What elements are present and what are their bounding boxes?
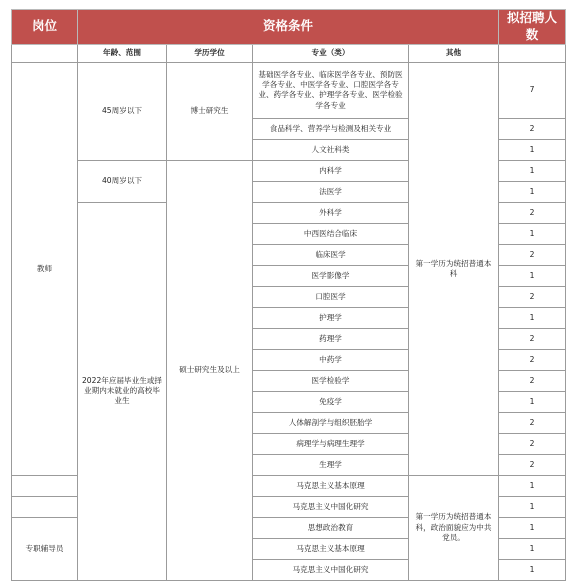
age-cell: 2022年应届毕业生或择业期内未就业的高校毕业生 bbox=[78, 202, 167, 580]
major-cell: 马克思主义中国化研究 bbox=[253, 496, 409, 517]
subheader-age: 年龄、范围 bbox=[78, 44, 167, 62]
major-cell: 基础医学各专业、临床医学各专业、预防医学各专业、中医学各专业、口腔医学各专业、药学各专业、护理学各专业、医学检验学各专业 bbox=[253, 62, 409, 118]
major-cell: 内科学 bbox=[253, 160, 409, 181]
count-cell: 2 bbox=[499, 286, 566, 307]
post-counselor: 专职辅导员 bbox=[12, 517, 78, 580]
major-cell: 食品科学、营养学与检测及相关专业 bbox=[253, 118, 409, 139]
degree-cell: 硕士研究生及以上 bbox=[167, 160, 253, 580]
major-cell: 医学影像学 bbox=[253, 265, 409, 286]
major-cell: 思想政治教育 bbox=[253, 517, 409, 538]
major-cell: 马克思主义基本原理 bbox=[253, 538, 409, 559]
count-cell: 1 bbox=[499, 496, 566, 517]
subheader-major: 专业（类） bbox=[253, 44, 409, 62]
count-cell: 1 bbox=[499, 559, 566, 580]
degree-cell: 博士研究生 bbox=[167, 62, 253, 160]
subheader-degree: 学历学位 bbox=[167, 44, 253, 62]
major-cell: 病理学与病理生理学 bbox=[253, 433, 409, 454]
post-blank bbox=[12, 496, 78, 517]
other-cell: 第一学历为统招普通本科 bbox=[409, 62, 499, 475]
major-cell: 生理学 bbox=[253, 454, 409, 475]
table-row bbox=[12, 62, 566, 118]
count-cell: 1 bbox=[499, 265, 566, 286]
count-cell: 1 bbox=[499, 475, 566, 496]
subheader-count-blank bbox=[499, 44, 566, 62]
header-post: 岗位 bbox=[12, 10, 78, 45]
subheader-row bbox=[12, 44, 566, 62]
count-cell: 2 bbox=[499, 370, 566, 391]
major-cell: 马克思主义中国化研究 bbox=[253, 559, 409, 580]
age-cell: 45周岁以下 bbox=[78, 62, 167, 160]
subheader-blank bbox=[12, 44, 78, 62]
count-cell: 2 bbox=[499, 328, 566, 349]
header-row bbox=[12, 10, 566, 45]
major-cell: 医学检验学 bbox=[253, 370, 409, 391]
post-blank bbox=[12, 475, 78, 496]
major-cell: 外科学 bbox=[253, 202, 409, 223]
count-cell: 1 bbox=[499, 223, 566, 244]
count-cell: 2 bbox=[499, 202, 566, 223]
major-cell: 临床医学 bbox=[253, 244, 409, 265]
count-cell: 2 bbox=[499, 412, 566, 433]
age-cell: 40周岁以下 bbox=[78, 160, 167, 202]
recruitment-table bbox=[11, 9, 566, 581]
header-count: 拟招聘人数 bbox=[499, 10, 566, 45]
count-cell: 1 bbox=[499, 517, 566, 538]
header-qualifications: 资格条件 bbox=[78, 10, 499, 45]
major-cell: 人文社科类 bbox=[253, 139, 409, 160]
major-cell: 人体解剖学与组织胚胎学 bbox=[253, 412, 409, 433]
major-cell: 免疫学 bbox=[253, 391, 409, 412]
count-cell: 7 bbox=[499, 62, 566, 118]
count-cell: 2 bbox=[499, 118, 566, 139]
count-cell: 2 bbox=[499, 454, 566, 475]
other-cell: 第一学历为统招普通本科，政治面貌应为中共党员。 bbox=[409, 475, 499, 580]
count-cell: 2 bbox=[499, 349, 566, 370]
major-cell: 口腔医学 bbox=[253, 286, 409, 307]
major-cell: 马克思主义基本原理 bbox=[253, 475, 409, 496]
major-cell: 中药学 bbox=[253, 349, 409, 370]
count-cell: 2 bbox=[499, 433, 566, 454]
count-cell: 1 bbox=[499, 160, 566, 181]
count-cell: 1 bbox=[499, 139, 566, 160]
count-cell: 1 bbox=[499, 391, 566, 412]
post-teacher: 教师 bbox=[12, 62, 78, 475]
major-cell: 护理学 bbox=[253, 307, 409, 328]
subheader-other: 其他 bbox=[409, 44, 499, 62]
major-cell: 药理学 bbox=[253, 328, 409, 349]
count-cell: 1 bbox=[499, 538, 566, 559]
count-cell: 1 bbox=[499, 307, 566, 328]
major-cell: 中西医结合临床 bbox=[253, 223, 409, 244]
major-cell: 法医学 bbox=[253, 181, 409, 202]
count-cell: 2 bbox=[499, 244, 566, 265]
count-cell: 1 bbox=[499, 181, 566, 202]
